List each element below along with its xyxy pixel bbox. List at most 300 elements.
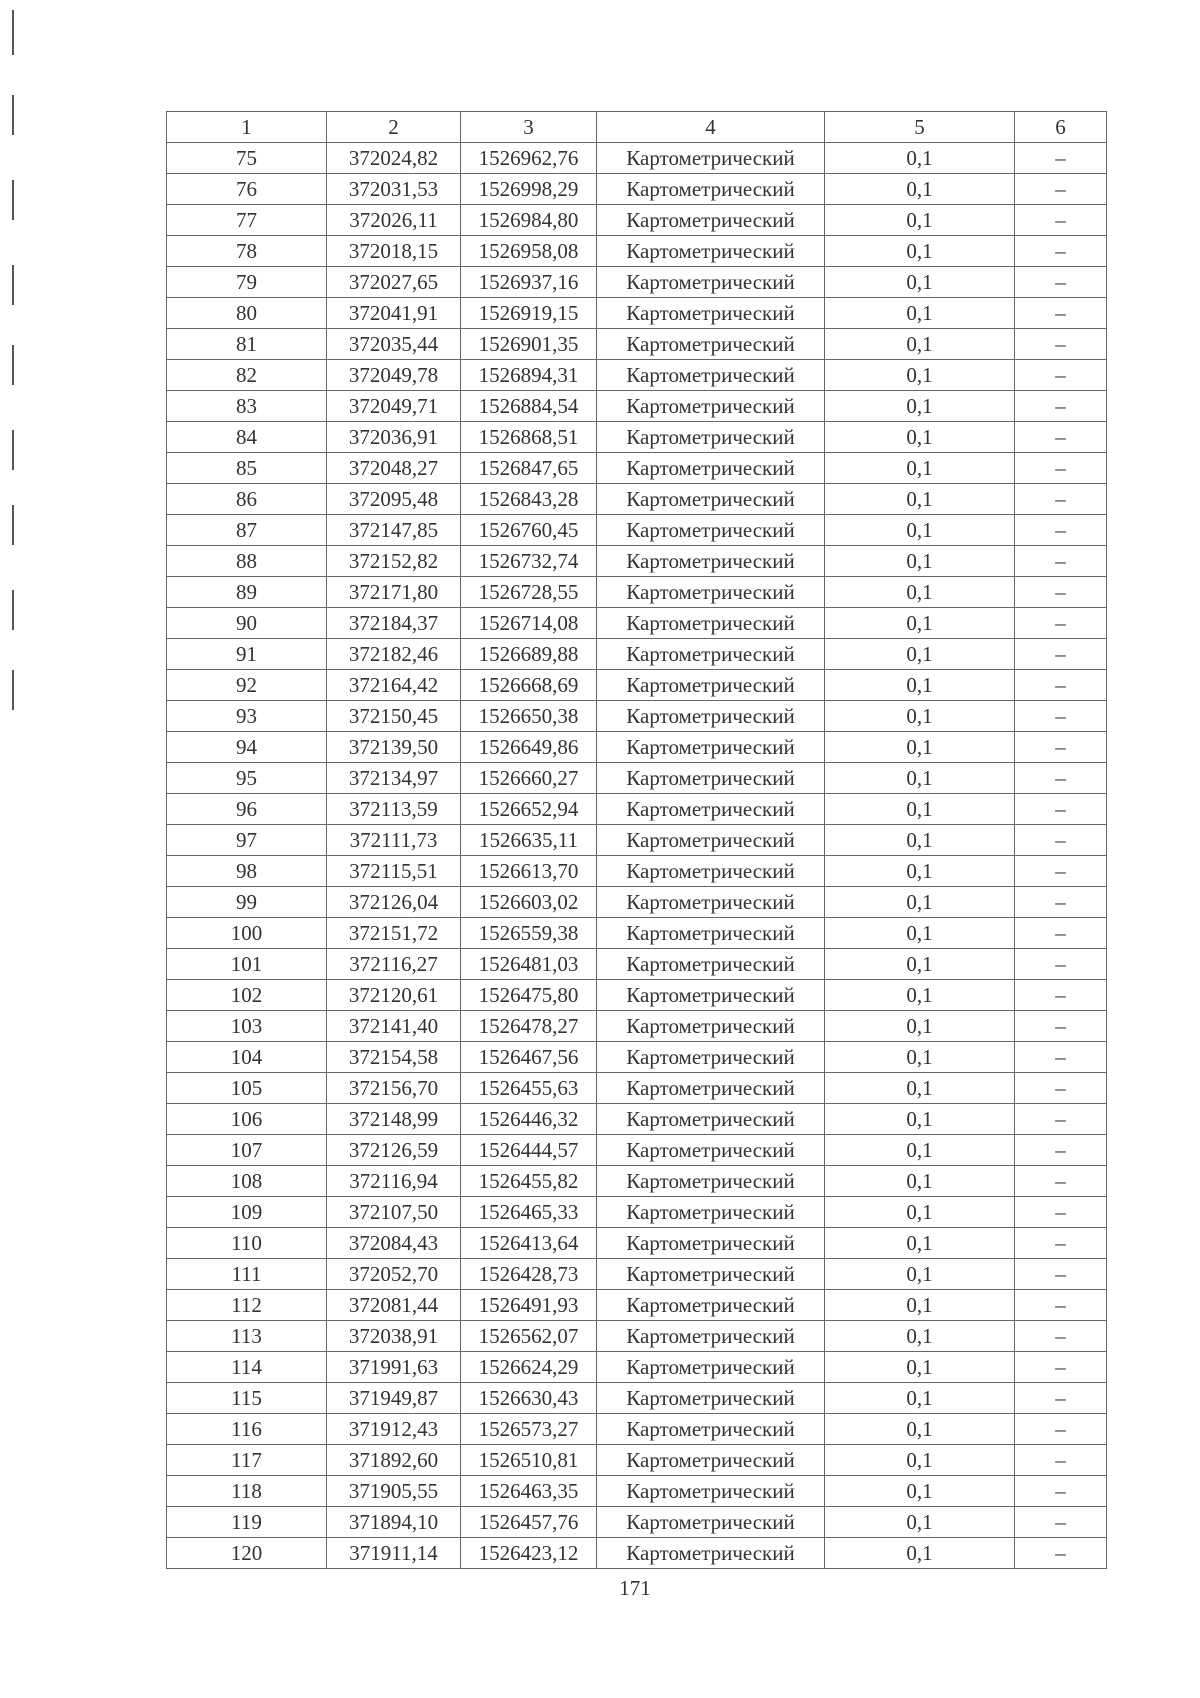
point-number-cell: 93	[167, 701, 327, 732]
table-row	[167, 980, 1107, 1011]
x-coordinate-cell: 372120,61	[327, 980, 461, 1011]
y-coordinate-cell: 1526463,35	[461, 1476, 597, 1507]
point-number-cell: 87	[167, 515, 327, 546]
x-coordinate-cell: 372036,91	[327, 422, 461, 453]
note-cell: –	[1015, 1042, 1107, 1073]
method-cell: Картометрический	[597, 484, 825, 515]
table-row	[167, 546, 1107, 577]
table-row	[167, 174, 1107, 205]
table-row	[167, 484, 1107, 515]
x-coordinate-cell: 372116,94	[327, 1166, 461, 1197]
note-cell: –	[1015, 174, 1107, 205]
method-cell: Картометрический	[597, 422, 825, 453]
x-coordinate-cell: 372113,59	[327, 794, 461, 825]
accuracy-cell: 0,1	[825, 577, 1015, 608]
point-number-cell: 92	[167, 670, 327, 701]
table-row	[167, 577, 1107, 608]
note-cell: –	[1015, 980, 1107, 1011]
method-cell: Картометрический	[597, 794, 825, 825]
x-coordinate-cell: 372184,37	[327, 608, 461, 639]
x-coordinate-cell: 372095,48	[327, 484, 461, 515]
point-number-cell: 118	[167, 1476, 327, 1507]
point-number-cell: 91	[167, 639, 327, 670]
x-coordinate-cell: 372156,70	[327, 1073, 461, 1104]
note-cell: –	[1015, 732, 1107, 763]
x-coordinate-cell: 372154,58	[327, 1042, 461, 1073]
note-cell: –	[1015, 1507, 1107, 1538]
table-row	[167, 608, 1107, 639]
scan-edge-mark	[12, 430, 14, 470]
accuracy-cell: 0,1	[825, 236, 1015, 267]
point-number-cell: 100	[167, 918, 327, 949]
method-cell: Картометрический	[597, 267, 825, 298]
x-coordinate-cell: 372035,44	[327, 329, 461, 360]
method-cell: Картометрический	[597, 980, 825, 1011]
accuracy-cell: 0,1	[825, 1259, 1015, 1290]
table-row	[167, 1321, 1107, 1352]
point-number-cell: 114	[167, 1352, 327, 1383]
x-coordinate-cell: 372126,59	[327, 1135, 461, 1166]
y-coordinate-cell: 1526689,88	[461, 639, 597, 670]
point-number-cell: 107	[167, 1135, 327, 1166]
y-coordinate-cell: 1526937,16	[461, 267, 597, 298]
method-cell: Картометрический	[597, 639, 825, 670]
table-row	[167, 1135, 1107, 1166]
y-coordinate-cell: 1526478,27	[461, 1011, 597, 1042]
table-row	[167, 1383, 1107, 1414]
y-coordinate-cell: 1526467,56	[461, 1042, 597, 1073]
method-cell: Картометрический	[597, 763, 825, 794]
method-cell: Картометрический	[597, 298, 825, 329]
point-number-cell: 78	[167, 236, 327, 267]
x-coordinate-cell: 372041,91	[327, 298, 461, 329]
note-cell: –	[1015, 856, 1107, 887]
table-header-row	[167, 112, 1107, 143]
scan-edge-mark	[12, 10, 14, 55]
note-cell: –	[1015, 1166, 1107, 1197]
note-cell: –	[1015, 1290, 1107, 1321]
y-coordinate-cell: 1526603,02	[461, 887, 597, 918]
note-cell: –	[1015, 701, 1107, 732]
y-coordinate-cell: 1526455,82	[461, 1166, 597, 1197]
method-cell: Картометрический	[597, 856, 825, 887]
x-coordinate-cell: 372134,97	[327, 763, 461, 794]
method-cell: Картометрический	[597, 918, 825, 949]
x-coordinate-cell: 372182,46	[327, 639, 461, 670]
note-cell: –	[1015, 143, 1107, 174]
note-cell: –	[1015, 267, 1107, 298]
y-coordinate-cell: 1526652,94	[461, 794, 597, 825]
table-row	[167, 453, 1107, 484]
y-coordinate-cell: 1526423,12	[461, 1538, 597, 1569]
point-number-cell: 116	[167, 1414, 327, 1445]
accuracy-cell: 0,1	[825, 205, 1015, 236]
method-cell: Картометрический	[597, 1011, 825, 1042]
table-row	[167, 763, 1107, 794]
column-header: 1	[167, 112, 327, 143]
y-coordinate-cell: 1526559,38	[461, 918, 597, 949]
note-cell: –	[1015, 577, 1107, 608]
x-coordinate-cell: 371991,63	[327, 1352, 461, 1383]
y-coordinate-cell: 1526958,08	[461, 236, 597, 267]
point-number-cell: 105	[167, 1073, 327, 1104]
column-header: 3	[461, 112, 597, 143]
point-number-cell: 88	[167, 546, 327, 577]
point-number-cell: 101	[167, 949, 327, 980]
x-coordinate-cell: 372116,27	[327, 949, 461, 980]
x-coordinate-cell: 372031,53	[327, 174, 461, 205]
y-coordinate-cell: 1526962,76	[461, 143, 597, 174]
y-coordinate-cell: 1526457,76	[461, 1507, 597, 1538]
x-coordinate-cell: 372038,91	[327, 1321, 461, 1352]
point-number-cell: 89	[167, 577, 327, 608]
method-cell: Картометрический	[597, 143, 825, 174]
x-coordinate-cell: 372107,50	[327, 1197, 461, 1228]
point-number-cell: 106	[167, 1104, 327, 1135]
y-coordinate-cell: 1526668,69	[461, 670, 597, 701]
accuracy-cell: 0,1	[825, 732, 1015, 763]
column-header: 4	[597, 112, 825, 143]
point-number-cell: 79	[167, 267, 327, 298]
accuracy-cell: 0,1	[825, 515, 1015, 546]
point-number-cell: 120	[167, 1538, 327, 1569]
y-coordinate-cell: 1526446,32	[461, 1104, 597, 1135]
point-number-cell: 98	[167, 856, 327, 887]
x-coordinate-cell: 372084,43	[327, 1228, 461, 1259]
page-number: 171	[619, 1576, 651, 1600]
table-row	[167, 267, 1107, 298]
note-cell: –	[1015, 794, 1107, 825]
accuracy-cell: 0,1	[825, 1352, 1015, 1383]
y-coordinate-cell: 1526901,35	[461, 329, 597, 360]
x-coordinate-cell: 372081,44	[327, 1290, 461, 1321]
point-number-cell: 95	[167, 763, 327, 794]
column-header: 5	[825, 112, 1015, 143]
x-coordinate-cell: 371911,14	[327, 1538, 461, 1569]
method-cell: Картометрический	[597, 1414, 825, 1445]
point-number-cell: 111	[167, 1259, 327, 1290]
note-cell: –	[1015, 484, 1107, 515]
table-row	[167, 1011, 1107, 1042]
accuracy-cell: 0,1	[825, 825, 1015, 856]
method-cell: Картометрический	[597, 1166, 825, 1197]
note-cell: –	[1015, 329, 1107, 360]
table-row	[167, 1073, 1107, 1104]
note-cell: –	[1015, 1228, 1107, 1259]
y-coordinate-cell: 1526428,73	[461, 1259, 597, 1290]
note-cell: –	[1015, 1011, 1107, 1042]
y-coordinate-cell: 1526728,55	[461, 577, 597, 608]
note-cell: –	[1015, 298, 1107, 329]
x-coordinate-cell: 372164,42	[327, 670, 461, 701]
method-cell: Картометрический	[597, 329, 825, 360]
table-row	[167, 1507, 1107, 1538]
note-cell: –	[1015, 608, 1107, 639]
table-row	[167, 1476, 1107, 1507]
method-cell: Картометрический	[597, 1507, 825, 1538]
x-coordinate-cell: 372024,82	[327, 143, 461, 174]
method-cell: Картометрический	[597, 1383, 825, 1414]
y-coordinate-cell: 1526760,45	[461, 515, 597, 546]
scan-edge-mark	[12, 345, 14, 385]
table-row	[167, 1228, 1107, 1259]
note-cell: –	[1015, 546, 1107, 577]
y-coordinate-cell: 1526562,07	[461, 1321, 597, 1352]
note-cell: –	[1015, 1538, 1107, 1569]
method-cell: Картометрический	[597, 825, 825, 856]
accuracy-cell: 0,1	[825, 1166, 1015, 1197]
accuracy-cell: 0,1	[825, 143, 1015, 174]
accuracy-cell: 0,1	[825, 1228, 1015, 1259]
note-cell: –	[1015, 825, 1107, 856]
accuracy-cell: 0,1	[825, 329, 1015, 360]
y-coordinate-cell: 1526630,43	[461, 1383, 597, 1414]
note-cell: –	[1015, 360, 1107, 391]
accuracy-cell: 0,1	[825, 1445, 1015, 1476]
accuracy-cell: 0,1	[825, 608, 1015, 639]
table-row	[167, 1290, 1107, 1321]
x-coordinate-cell: 372027,65	[327, 267, 461, 298]
x-coordinate-cell: 372049,71	[327, 391, 461, 422]
point-number-cell: 85	[167, 453, 327, 484]
x-coordinate-cell: 372148,99	[327, 1104, 461, 1135]
table-row	[167, 1538, 1107, 1569]
y-coordinate-cell: 1526714,08	[461, 608, 597, 639]
point-number-cell: 96	[167, 794, 327, 825]
accuracy-cell: 0,1	[825, 980, 1015, 1011]
table-row	[167, 794, 1107, 825]
table-row	[167, 887, 1107, 918]
accuracy-cell: 0,1	[825, 1538, 1015, 1569]
note-cell: –	[1015, 1383, 1107, 1414]
accuracy-cell: 0,1	[825, 887, 1015, 918]
note-cell: –	[1015, 1445, 1107, 1476]
y-coordinate-cell: 1526481,03	[461, 949, 597, 980]
method-cell: Картометрический	[597, 174, 825, 205]
table-row	[167, 1166, 1107, 1197]
method-cell: Картометрический	[597, 1073, 825, 1104]
method-cell: Картометрический	[597, 360, 825, 391]
accuracy-cell: 0,1	[825, 856, 1015, 887]
y-coordinate-cell: 1526635,11	[461, 825, 597, 856]
table-row	[167, 701, 1107, 732]
x-coordinate-cell: 372018,15	[327, 236, 461, 267]
x-coordinate-cell: 372150,45	[327, 701, 461, 732]
note-cell: –	[1015, 1476, 1107, 1507]
table-row	[167, 732, 1107, 763]
y-coordinate-cell: 1526573,27	[461, 1414, 597, 1445]
accuracy-cell: 0,1	[825, 546, 1015, 577]
note-cell: –	[1015, 1321, 1107, 1352]
note-cell: –	[1015, 422, 1107, 453]
method-cell: Картометрический	[597, 546, 825, 577]
method-cell: Картометрический	[597, 949, 825, 980]
note-cell: –	[1015, 1197, 1107, 1228]
accuracy-cell: 0,1	[825, 639, 1015, 670]
y-coordinate-cell: 1526998,29	[461, 174, 597, 205]
table-row	[167, 1259, 1107, 1290]
accuracy-cell: 0,1	[825, 1476, 1015, 1507]
table-row	[167, 639, 1107, 670]
method-cell: Картометрический	[597, 515, 825, 546]
y-coordinate-cell: 1526894,31	[461, 360, 597, 391]
table-row	[167, 329, 1107, 360]
note-cell: –	[1015, 453, 1107, 484]
y-coordinate-cell: 1526491,93	[461, 1290, 597, 1321]
table-row	[167, 1414, 1107, 1445]
method-cell: Картометрический	[597, 670, 825, 701]
table-row	[167, 298, 1107, 329]
method-cell: Картометрический	[597, 1197, 825, 1228]
y-coordinate-cell: 1526650,38	[461, 701, 597, 732]
scan-edge-mark	[12, 670, 14, 710]
x-coordinate-cell: 372171,80	[327, 577, 461, 608]
note-cell: –	[1015, 1259, 1107, 1290]
y-coordinate-cell: 1526649,86	[461, 732, 597, 763]
method-cell: Картометрический	[597, 1259, 825, 1290]
column-header: 2	[327, 112, 461, 143]
note-cell: –	[1015, 763, 1107, 794]
method-cell: Картометрический	[597, 1538, 825, 1569]
method-cell: Картометрический	[597, 1104, 825, 1135]
table-row	[167, 918, 1107, 949]
table-row	[167, 360, 1107, 391]
y-coordinate-cell: 1526919,15	[461, 298, 597, 329]
scan-edge-mark	[12, 505, 14, 545]
accuracy-cell: 0,1	[825, 1104, 1015, 1135]
point-number-cell: 112	[167, 1290, 327, 1321]
method-cell: Картометрический	[597, 732, 825, 763]
accuracy-cell: 0,1	[825, 360, 1015, 391]
y-coordinate-cell: 1526413,64	[461, 1228, 597, 1259]
x-coordinate-cell: 372049,78	[327, 360, 461, 391]
x-coordinate-cell: 372151,72	[327, 918, 461, 949]
point-number-cell: 75	[167, 143, 327, 174]
point-number-cell: 86	[167, 484, 327, 515]
point-number-cell: 102	[167, 980, 327, 1011]
table-body	[167, 143, 1107, 1569]
accuracy-cell: 0,1	[825, 1073, 1015, 1104]
method-cell: Картометрический	[597, 608, 825, 639]
method-cell: Картометрический	[597, 1042, 825, 1073]
point-number-cell: 81	[167, 329, 327, 360]
table-row	[167, 856, 1107, 887]
x-coordinate-cell: 371905,55	[327, 1476, 461, 1507]
column-header: 6	[1015, 112, 1107, 143]
scan-edge-mark	[12, 590, 14, 630]
method-cell: Картометрический	[597, 701, 825, 732]
table-row	[167, 236, 1107, 267]
point-number-cell: 103	[167, 1011, 327, 1042]
method-cell: Картометрический	[597, 236, 825, 267]
note-cell: –	[1015, 1135, 1107, 1166]
note-cell: –	[1015, 1104, 1107, 1135]
note-cell: –	[1015, 949, 1107, 980]
x-coordinate-cell: 371894,10	[327, 1507, 461, 1538]
point-number-cell: 115	[167, 1383, 327, 1414]
accuracy-cell: 0,1	[825, 1321, 1015, 1352]
x-coordinate-cell: 372026,11	[327, 205, 461, 236]
table-row	[167, 1445, 1107, 1476]
accuracy-cell: 0,1	[825, 174, 1015, 205]
accuracy-cell: 0,1	[825, 1507, 1015, 1538]
method-cell: Картометрический	[597, 1321, 825, 1352]
x-coordinate-cell: 372147,85	[327, 515, 461, 546]
accuracy-cell: 0,1	[825, 453, 1015, 484]
point-number-cell: 113	[167, 1321, 327, 1352]
table-row	[167, 1042, 1107, 1073]
accuracy-cell: 0,1	[825, 267, 1015, 298]
coordinates-table	[166, 111, 1107, 1569]
accuracy-cell: 0,1	[825, 1414, 1015, 1445]
note-cell: –	[1015, 887, 1107, 918]
x-coordinate-cell: 372139,50	[327, 732, 461, 763]
accuracy-cell: 0,1	[825, 1011, 1015, 1042]
x-coordinate-cell: 371949,87	[327, 1383, 461, 1414]
point-number-cell: 109	[167, 1197, 327, 1228]
accuracy-cell: 0,1	[825, 391, 1015, 422]
method-cell: Картометрический	[597, 1228, 825, 1259]
point-number-cell: 94	[167, 732, 327, 763]
method-cell: Картометрический	[597, 1445, 825, 1476]
accuracy-cell: 0,1	[825, 422, 1015, 453]
note-cell: –	[1015, 515, 1107, 546]
table-row	[167, 1104, 1107, 1135]
method-cell: Картометрический	[597, 391, 825, 422]
point-number-cell: 90	[167, 608, 327, 639]
scan-edge-mark	[12, 180, 14, 220]
y-coordinate-cell: 1526732,74	[461, 546, 597, 577]
table-row	[167, 422, 1107, 453]
note-cell: –	[1015, 670, 1107, 701]
method-cell: Картометрический	[597, 1352, 825, 1383]
accuracy-cell: 0,1	[825, 949, 1015, 980]
point-number-cell: 76	[167, 174, 327, 205]
point-number-cell: 82	[167, 360, 327, 391]
table-row	[167, 1197, 1107, 1228]
accuracy-cell: 0,1	[825, 298, 1015, 329]
y-coordinate-cell: 1526444,57	[461, 1135, 597, 1166]
x-coordinate-cell: 372141,40	[327, 1011, 461, 1042]
y-coordinate-cell: 1526613,70	[461, 856, 597, 887]
accuracy-cell: 0,1	[825, 1383, 1015, 1414]
y-coordinate-cell: 1526455,63	[461, 1073, 597, 1104]
scan-edge-mark	[12, 265, 14, 305]
point-number-cell: 77	[167, 205, 327, 236]
y-coordinate-cell: 1526847,65	[461, 453, 597, 484]
table-row	[167, 1352, 1107, 1383]
accuracy-cell: 0,1	[825, 701, 1015, 732]
table-row	[167, 670, 1107, 701]
method-cell: Картометрический	[597, 1290, 825, 1321]
note-cell: –	[1015, 1073, 1107, 1104]
scan-edge-mark	[12, 95, 14, 135]
table-row	[167, 825, 1107, 856]
y-coordinate-cell: 1526510,81	[461, 1445, 597, 1476]
note-cell: –	[1015, 391, 1107, 422]
accuracy-cell: 0,1	[825, 794, 1015, 825]
accuracy-cell: 0,1	[825, 1042, 1015, 1073]
x-coordinate-cell: 372126,04	[327, 887, 461, 918]
y-coordinate-cell: 1526868,51	[461, 422, 597, 453]
table-row	[167, 515, 1107, 546]
x-coordinate-cell: 372052,70	[327, 1259, 461, 1290]
table-row	[167, 205, 1107, 236]
point-number-cell: 80	[167, 298, 327, 329]
y-coordinate-cell: 1526884,54	[461, 391, 597, 422]
table-row	[167, 391, 1107, 422]
y-coordinate-cell: 1526660,27	[461, 763, 597, 794]
